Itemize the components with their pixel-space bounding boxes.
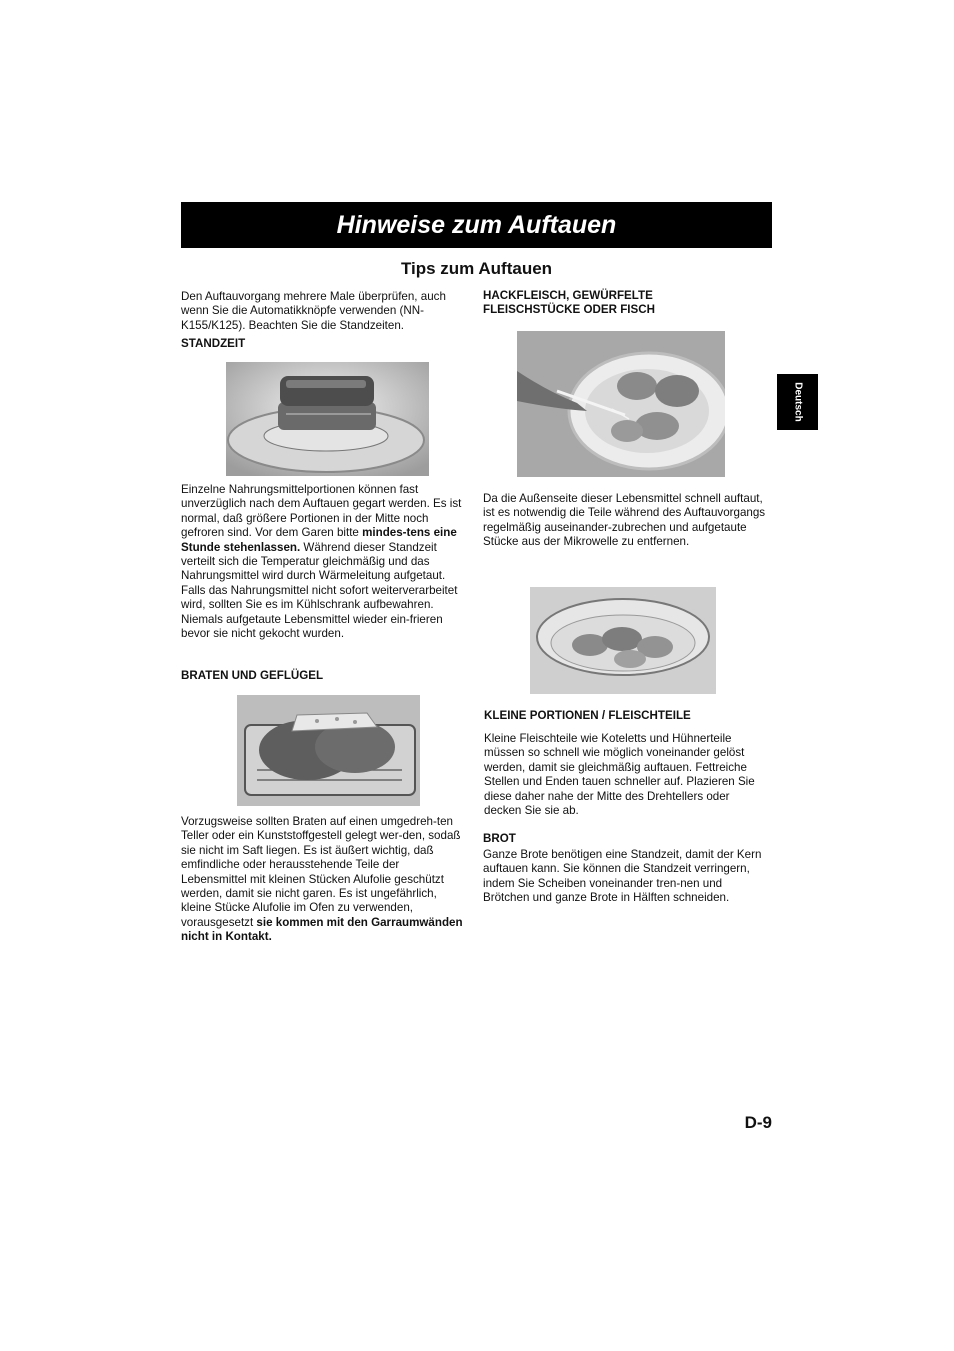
photo-poultry-in-dish xyxy=(237,695,420,806)
intro-text: Den Auftauvorgang mehrere Male überprüfen, auch wenn Sie die Automatikknöpfe verwenden (NN-K155/K125). Beachten Sie die Standzeiten. xyxy=(181,290,446,332)
hackfleisch-heading-line1: HACKFLEISCH, GEWÜRFELTE xyxy=(483,289,653,302)
hackfleisch-text: Da die Außenseite dieser Lebensmittel schnell auftaut, ist es notwendig die Teile während des Auftauvorgangs regelmäßig auseinander-zubrechen und aufgetaute Stücke aus der Mikrowelle zu entfernen. xyxy=(483,492,766,549)
hackfleisch-heading-line2: FLEISCHSTÜCKE ODER FISCH xyxy=(483,303,655,317)
standzeit-heading: STANDZEIT xyxy=(181,337,246,350)
page-title: Hinweise zum Auftauen xyxy=(336,211,617,239)
standzeit-text-bold: mindes-tens eine Stunde stehenlassen. xyxy=(181,526,457,554)
photo-fork-separating-pieces xyxy=(517,331,725,477)
photo-pieces-in-glass-bowl xyxy=(530,587,716,694)
braten-text-bold: sie kommen mit den Garraumwänden nicht in Kontakt. xyxy=(181,915,463,944)
language-tab xyxy=(777,374,818,430)
standzeit-text-a: Einzelne Nahrungsmittelportionen können fast unverzüglich nach dem Auftauen gegart werden. Es ist normal, daß größere Portionen in der Mitte noch gefroren sind. Vor dem Garen bitte xyxy=(181,483,462,540)
page-subtitle: Tips zum Auftauen xyxy=(400,259,553,278)
language-tab-label: Deutsch xyxy=(792,382,803,422)
hackfleisch-heading xyxy=(483,289,655,318)
title-banner xyxy=(181,202,772,248)
photo-roast-on-turntable xyxy=(226,362,429,476)
standzeit-text-b: Während dieser Standzeit verteilt sich die Temperatur gleichmäßig und das Nahrungsmittel wird durch Wärmeleitung aufgetaut. Falls das Nahrungsmittel nicht sofort weiterverarbeitet wird, sollten Sie es im Kühlschrank aufbewahren. Niemals aufgetaute Lebensmittel wieder ein-frieren bevor sie nicht gekocht wurden. xyxy=(181,540,458,641)
kleine-heading: KLEINE PORTIONEN / FLEISCHTEILE xyxy=(484,709,691,722)
braten-text xyxy=(181,815,467,945)
standzeit-text xyxy=(181,483,467,641)
brot-heading: BROT xyxy=(483,832,516,845)
kleine-text: Kleine Fleischteile wie Koteletts und Hühnerteile müssen so schnell wie möglich voneinander gelöst werden, damit sie gleichmäßig auftauen. Fettreiche Stellen und Enden tauen schneller auf. Plazieren Sie diese daher nahe der Mitte des Drehtellers oder decken Sie sie ab. xyxy=(484,732,755,818)
page-number: D-9 xyxy=(744,1113,772,1132)
braten-text-a: Vorzugsweise sollten Braten auf einen umgedreh-ten Teller oder ein Kunststoffgestell gelegt wer-den, sodaß sie nicht im Saft liegen. Es ist äußert wichtig, daß emfindliche oder herausstehende Teile der Lebensmittel mit kleinen Stücken Alufolie geschützt werden, damit sie nicht garen. Es ist ungefährlich, kleine Stücke Alufolie im Ofen zu verwenden, vorausgesetzt xyxy=(181,815,461,929)
brot-text: Ganze Brote benötigen eine Standzeit, damit der Kern auftauen kann. Sie können die Standzeit verringern, indem Sie Scheiben voneinander tren-nen und Brötchen und ganze Brote in Hälften schneiden. xyxy=(483,848,762,905)
braten-heading: BRATEN UND GEFLÜGEL xyxy=(181,669,324,682)
